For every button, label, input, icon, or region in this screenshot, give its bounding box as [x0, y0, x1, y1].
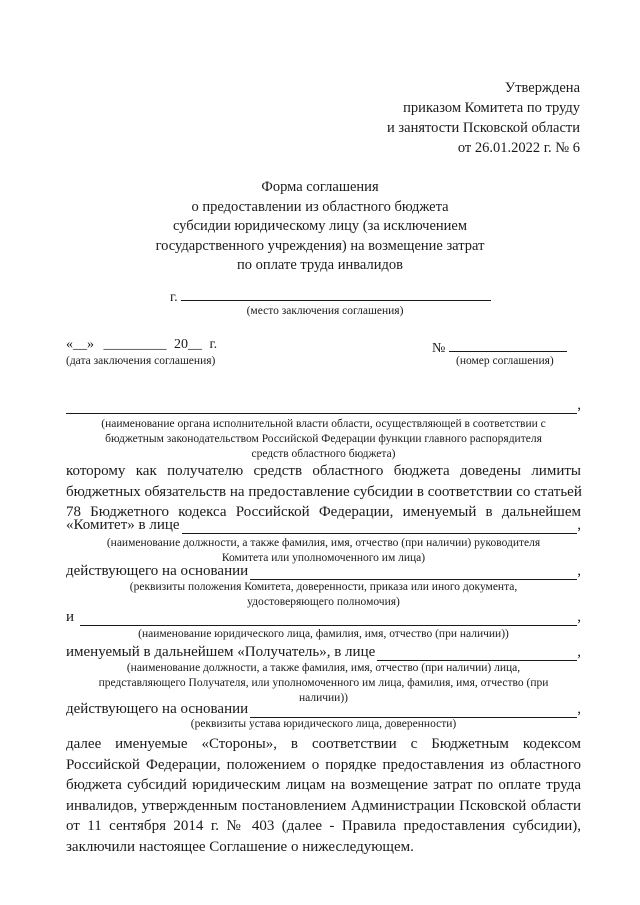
date-year-suffix: г.	[209, 337, 218, 352]
basis1-caption	[66, 580, 581, 610]
paragraph-committee	[66, 461, 581, 523]
date-month-field[interactable]: _________	[103, 337, 167, 352]
approval-block	[330, 78, 580, 158]
basis2-field[interactable]	[250, 703, 577, 718]
caption-line: Комитета или уполномоченного им лица)	[221, 552, 426, 564]
committee-rep-label: «Комитет» в лице	[66, 517, 180, 533]
date-quote-close: »	[87, 337, 94, 352]
caption-line: (наименование должности, а также фамилия, имя, отчество (при наличии) руководителя	[106, 537, 541, 549]
approval-line: приказом Комитета по труду	[403, 100, 580, 116]
basis2-row	[66, 700, 581, 718]
title-line: Форма соглашения	[261, 179, 379, 195]
legal-entity-label: и	[66, 609, 75, 625]
legal-entity-field[interactable]	[80, 611, 577, 626]
paragraph-line: которому как получателю средств областного бюджета доведены лимиты	[66, 463, 581, 479]
legal-entity-caption: (наименование юридического лица, фамилия, имя, отчество (при наличии))	[138, 628, 509, 640]
document-title	[100, 178, 540, 276]
date-row	[66, 337, 217, 353]
committee-rep-comma: ,	[577, 517, 581, 533]
title-line: о предоставлении из областного бюджета	[191, 198, 449, 215]
basis2-caption: (реквизиты устава юридического лица, доверенности)	[190, 718, 457, 730]
organ-field[interactable]	[66, 399, 577, 414]
approval-line: Утверждена	[504, 80, 580, 96]
paragraph-line: Российской Федерации, положением о порядке предоставления из областного	[66, 756, 581, 773]
paragraph-line: бюджета субсидий юридическим лицам на возмещение затрат по оплате труда	[66, 777, 581, 793]
basis2-comma: ,	[577, 701, 581, 717]
date-quote-open: «	[66, 337, 73, 352]
organ-caption	[66, 417, 581, 462]
caption-line: средств областного бюджета)	[251, 448, 396, 460]
recipient-label: именуемый в дальнейшем «Получатель», в лице	[66, 644, 376, 660]
title-line: по оплате труда инвалидов	[237, 257, 403, 273]
paragraph-line: далее именуемые «Стороны», в соответствии с Бюджетным кодексом	[66, 736, 581, 752]
title-line: субсидии юридическому лицу (за исключением	[172, 218, 468, 234]
place-caption: (место заключения соглашения)	[246, 305, 404, 317]
basis1-field[interactable]	[250, 565, 577, 580]
committee-rep-row	[66, 516, 581, 534]
paragraph-line: инвалидов, утвержденным постановлением Администрации Псковской области	[66, 797, 581, 814]
date-caption: (дата заключения соглашения)	[66, 355, 216, 367]
number-prefix: №	[432, 341, 446, 356]
basis1-row	[66, 562, 581, 580]
approval-line: от 26.01.2022 г. № 6	[457, 140, 580, 156]
organ-comma: ,	[577, 397, 581, 413]
place-prefix: г.	[170, 290, 178, 305]
paragraph-line: от 11 сентября 2014 г. № 403 (далее - Правила предоставления субсидии),	[66, 818, 581, 834]
date-year-prefix: 20	[174, 337, 188, 352]
legal-entity-comma: ,	[577, 609, 581, 625]
basis1-label: действующего на основании	[66, 563, 249, 579]
number-caption: (номер соглашения)	[456, 355, 554, 367]
caption-line: (реквизиты положения Комитета, доверенности, приказа или иного документа,	[129, 581, 518, 593]
recipient-row	[66, 643, 581, 661]
recipient-field[interactable]	[377, 646, 577, 661]
recipient-comma: ,	[577, 644, 581, 660]
paragraph-line: заключили настоящее Соглашение о нижеследующем.	[66, 838, 414, 855]
place-row	[170, 286, 491, 306]
basis1-comma: ,	[577, 563, 581, 579]
date-year-field[interactable]: __	[188, 337, 202, 352]
committee-rep-field[interactable]	[182, 519, 578, 534]
paragraph-line: бюджетных обязательств на предоставление субсидии в соответствии со статьей	[66, 483, 582, 500]
paragraph-parties	[66, 734, 581, 857]
caption-line: (наименование должности, а также фамилия, имя, отчество (при наличии) лица,	[126, 662, 521, 674]
date-day-field[interactable]: __	[73, 337, 87, 352]
number-field[interactable]	[449, 337, 567, 352]
title-line: государственного учреждения) на возмещение затрат	[155, 237, 485, 254]
caption-line: (наименование органа исполнительной власти области, осуществляющей в соответствии с	[101, 418, 546, 430]
caption-line: бюджетным законодательством Российской Федерации функции главного распорядителя	[105, 433, 542, 445]
caption-line: наличии))	[298, 692, 348, 704]
caption-line: представляющего Получателя, или уполномоченного им лица, фамилия, имя, отчество (при	[98, 677, 549, 689]
approval-line: и занятости Псковской области	[387, 120, 580, 136]
organ-row	[66, 396, 581, 414]
caption-line: удостоверяющего полномочия)	[247, 596, 400, 608]
legal-entity-row	[66, 608, 581, 626]
place-field[interactable]	[181, 286, 491, 301]
paragraph-line: 78 Бюджетного кодекса Российской Федерации, именуемый в дальнейшем	[66, 504, 581, 520]
basis2-label: действующего на основании	[66, 701, 249, 717]
